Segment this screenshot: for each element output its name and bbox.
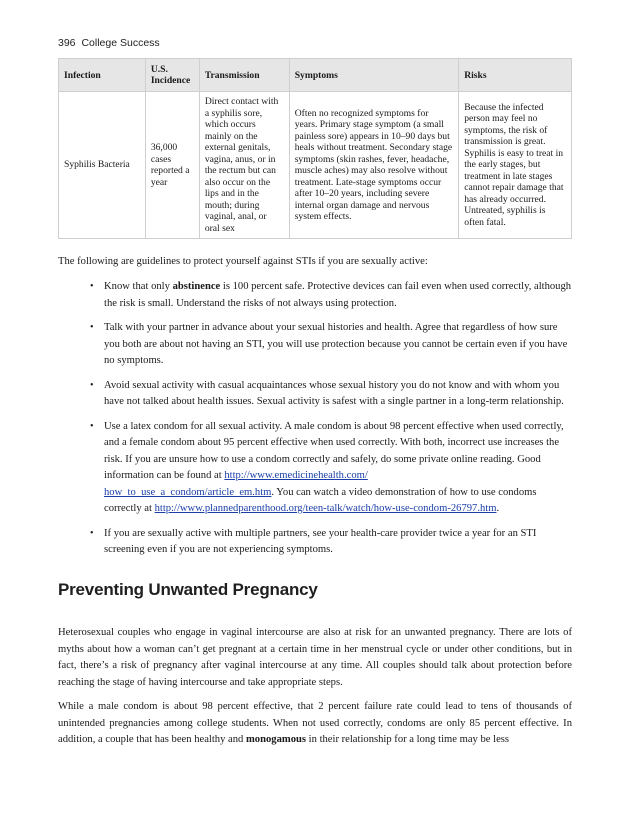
list-item [58,279,572,312]
cell-infection: Syphilis Bacteria [59,92,146,239]
paragraph-condom-effectiveness [58,699,572,749]
page-number: 396 [58,37,76,49]
bullet-text: . [496,503,500,514]
bullet-text: Use a latex condom for all sexual activity. A male condom is about 98 percent effective when used correctly, and a female condom about 95 percent effective when used correctly. With both, incorrect use increases the risk. If you are unsure how to use a condom correctly and safely, do some private online reading. Good information can be found at [104,420,564,481]
cell-symptoms: Often no recognized symptoms for years. Primary stage symptom (a small painless sore) appears in 10–90 days but heals without treatment. Secondary stage symptoms (skin rashes, fever, headache, muscle aches) may also resolve without treatment. Late-stage symptoms occur after 10–20 years, including severe internal organ damage and nervous system effects. [289,92,459,239]
column-header-risks: Risks [459,59,572,92]
cell-incidence: 36,000 cases reported a year [145,92,199,239]
bullet-text: is 100 percent safe. Protective devices can fail even when used correctly, although the risk is small. Understand the risks of not always using protection. [104,281,572,309]
paragraph-text: in their relationship for a long time may be less [306,734,510,745]
column-header-incidence: U.S. Incidence [145,59,199,92]
cell-transmission: Direct contact with a syphilis sore, which occurs mainly on the external genitals, vagina, anus, or in the rectum but can also occur on the lips and in the mouth; during vaginal, anal, or oral sex [199,92,289,239]
table-row [59,92,572,239]
cell-risks: Because the infected person may feel no symptoms, the risk of transmission is great. Syphilis is easy to treat in the early stages, but treatment in late stages cannot repair damage that has already occurred. Untreated, syphilis is often fatal. [459,92,572,239]
column-header-transmission: Transmission [199,59,289,92]
list-item: • If you are sexually active with multiple partners, see your health-care provider twice a year for an STI screening even if you are not experiencing symptoms. [58,526,572,559]
bullet-text: . You can watch a video demonstration of how to use condoms correctly at [104,486,537,514]
guidelines-list [58,279,572,567]
list-item: • Talk with your partner in advance about your sexual histories and health. Agree that regardless of how sure you both are about not having an STI, you will use protection because you cannot be certain even if you have no symptoms. [58,320,572,370]
link-text: how_to_use_a_condom/article_em.htm [104,486,272,498]
list-item: • Avoid sexual activity with casual acquaintances whose sexual history you do not know and with whom you have not talked about health issues. Sexual activity is safest with a single partner in a long-term relationship. [58,378,572,411]
plannedparenthood-link[interactable]: http://www.plannedparenthood.org/teen-talk/watch/how-use-condom-26797.htm [154,503,497,514]
guidelines-intro: The following are guidelines to protect yourself against STIs if you are sexually active: [58,256,428,267]
section-heading: Preventing Unwanted Pregnancy [58,580,318,599]
link-text: http://www.emedicinehealth.com/ [224,470,368,481]
bold-term-monogamous: monogamous [245,734,307,745]
column-header-symptoms: Symptoms [289,59,459,92]
paragraph-text: While a male condom is about 98 percent effective, that 2 percent failure rate could lead to tens of thousands of unintended pregnancies among college students. When not used correctly, condoms are only 85 percent effective. In addition, a couple that has been healthy and [58,701,572,745]
book-title: College Success [81,37,160,49]
list-item [58,419,572,518]
sti-table [58,58,572,239]
paragraph-pregnancy-risk: Heterosexual couples who engage in vaginal intercourse are also at risk for an unwanted pregnancy. There are lots of myths about how a woman can’t get pregnant at a certain time in her menstrual cycle or under other conditions, but in fact, there’s a risk of pregnancy after vaginal intercourse at any time. All couples should talk about protection before reaching the stage of having intercourse and take appropriate steps. [58,627,572,688]
table-header-row [59,59,572,92]
column-header-infection: Infection [59,59,146,92]
bold-term-abstinence: abstinence [172,281,221,292]
page-header [58,37,160,49]
bullet-text: Know that only [104,281,173,292]
